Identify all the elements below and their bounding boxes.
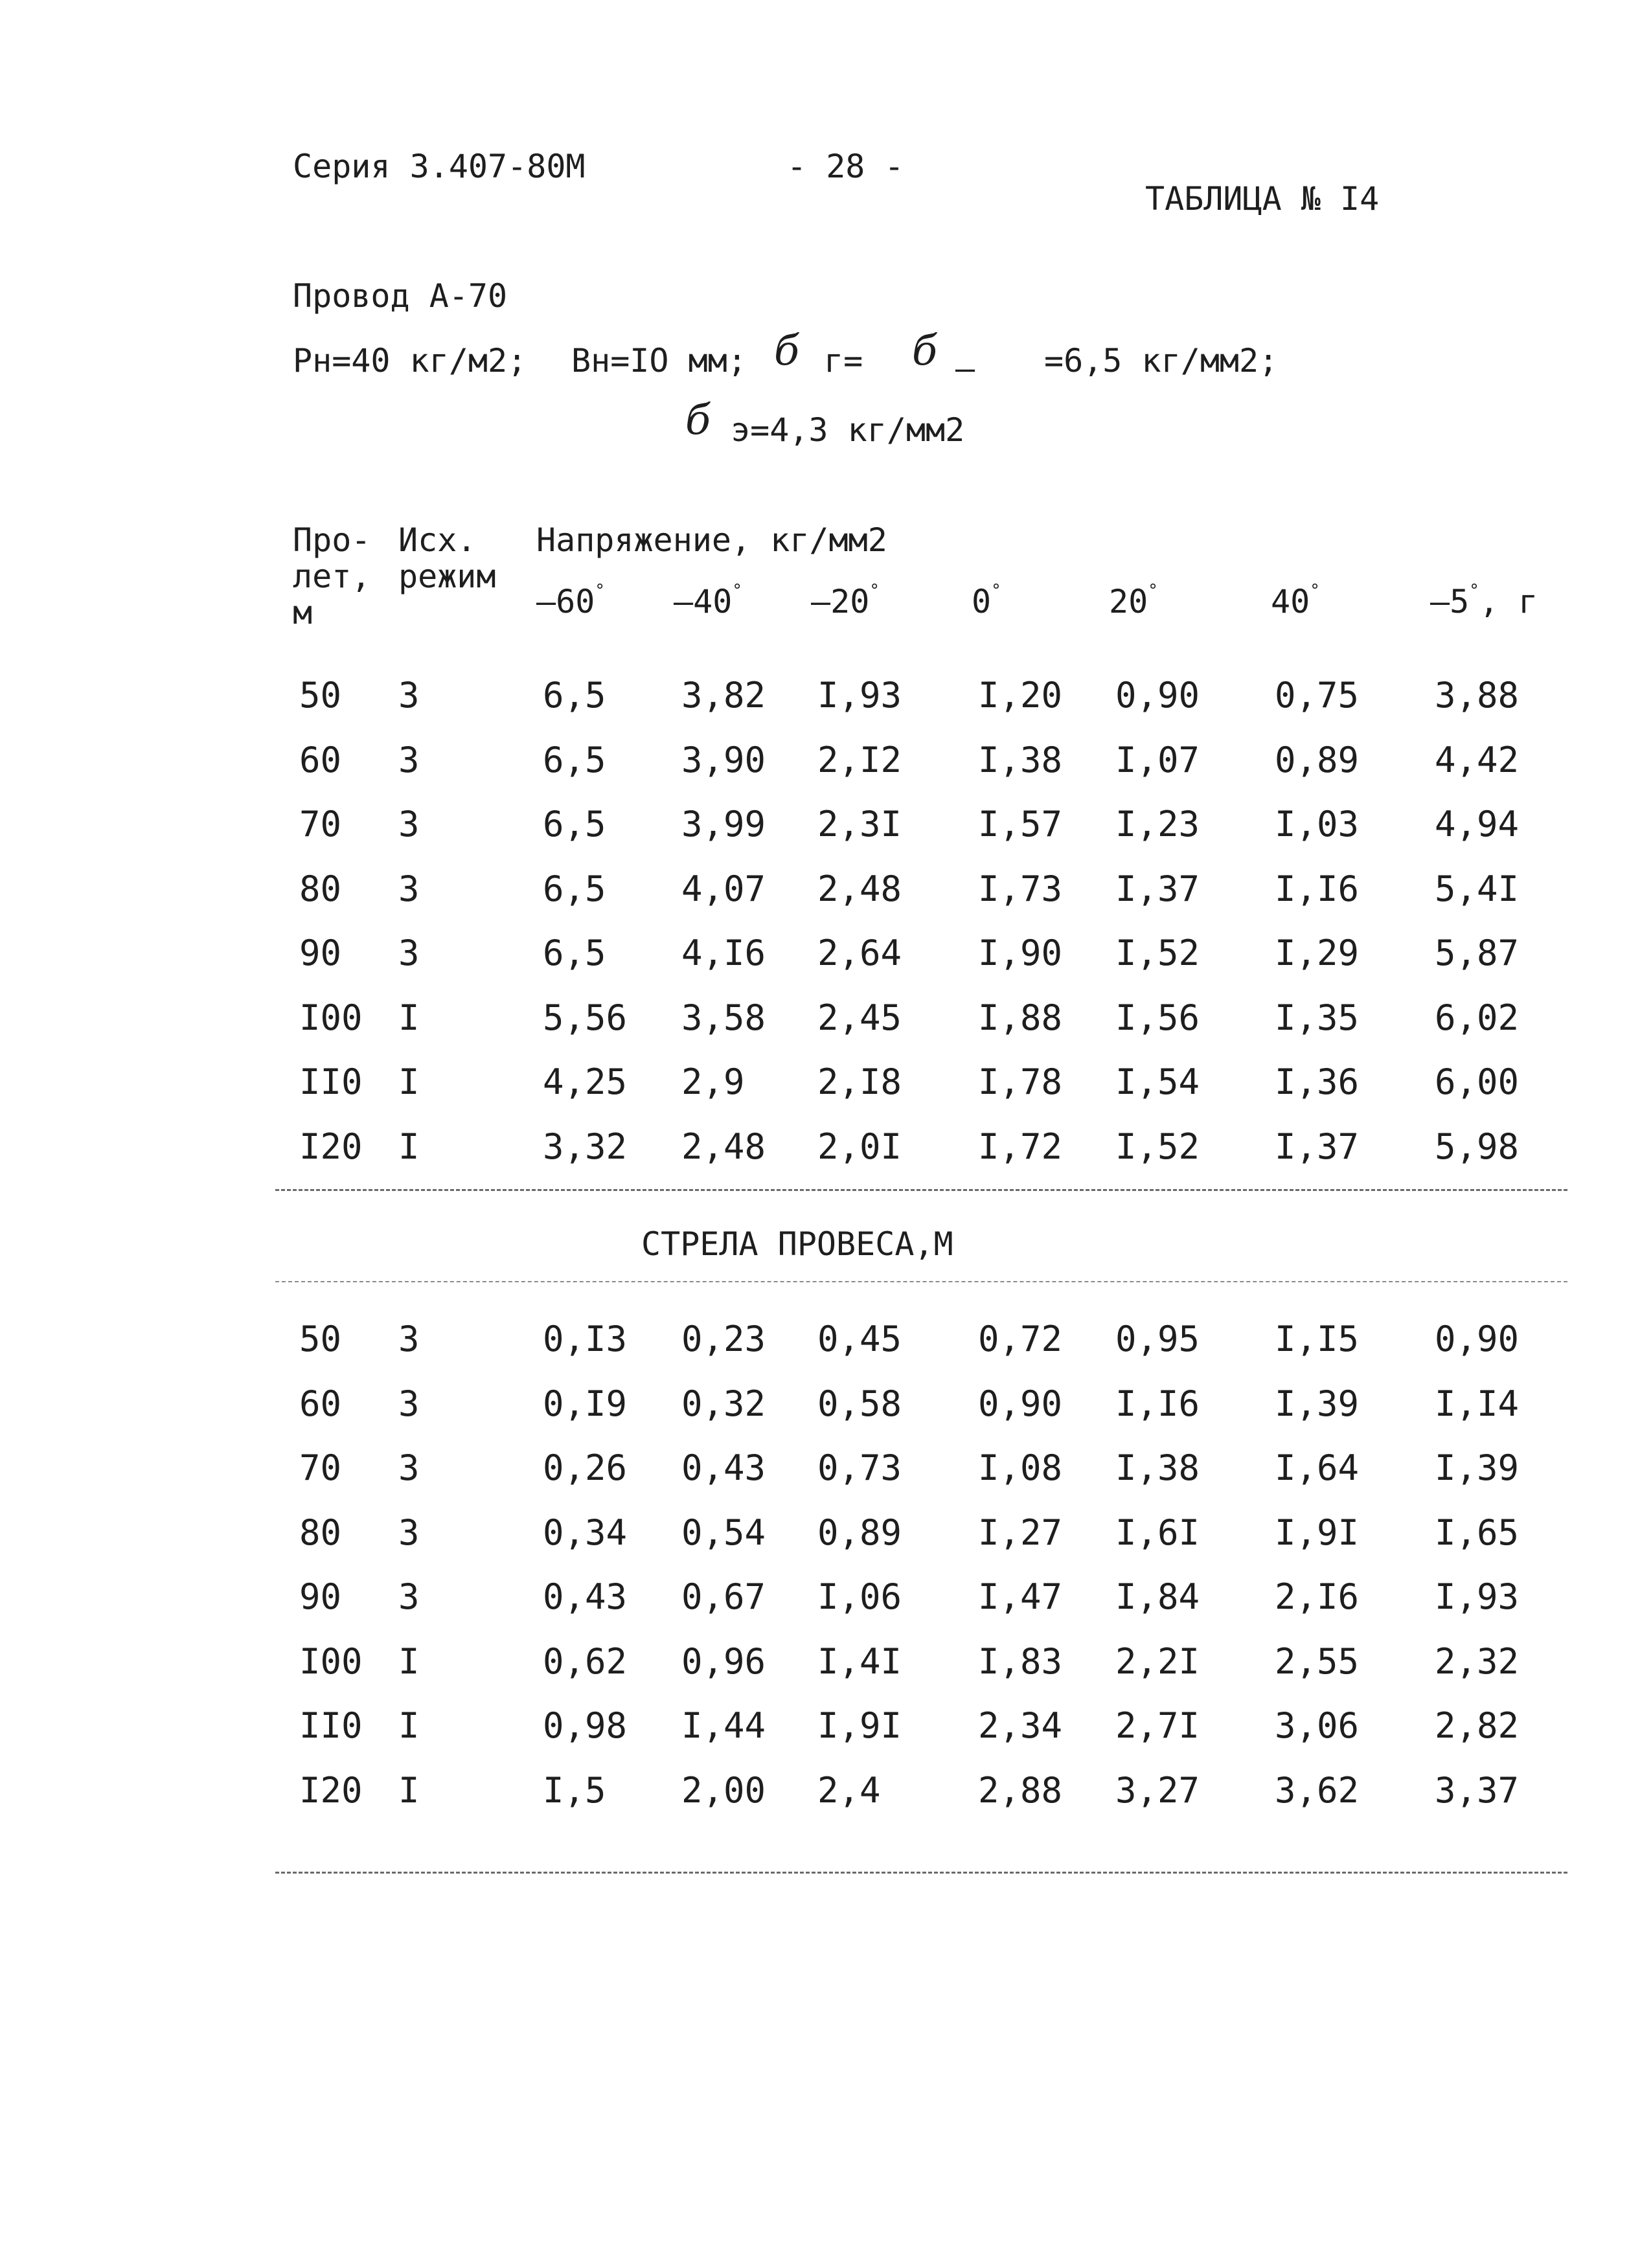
sag-cell: 0,62 xyxy=(543,1640,628,1682)
sag-cell: 2,7I xyxy=(1115,1705,1200,1746)
sag-cell: 0,43 xyxy=(543,1576,628,1617)
sag-table-bottom-rule xyxy=(275,1872,1567,1874)
sag-cell: 0,90 xyxy=(978,1383,1063,1424)
stress-cell: 3,99 xyxy=(681,804,766,845)
stress-cell: I,23 xyxy=(1115,804,1200,845)
sigma-g-label: г= xyxy=(824,342,863,380)
stress-cell: 3,32 xyxy=(543,1126,628,1167)
temp-header-20: 20° xyxy=(1109,581,1158,620)
stress-cell: 2,3I xyxy=(817,804,902,845)
sag-cell: I,84 xyxy=(1115,1576,1200,1617)
sag-cell: I,9I xyxy=(1275,1512,1360,1553)
stress-row-span: 50 xyxy=(299,675,342,716)
sag-cell: I,I4 xyxy=(1435,1383,1520,1424)
stress-cell: 5,98 xyxy=(1435,1126,1520,1167)
sag-cell: I,6I xyxy=(1115,1512,1200,1553)
sag-cell: 0,58 xyxy=(817,1383,902,1424)
sag-row-span: I20 xyxy=(299,1769,363,1811)
temp-header-0: 0° xyxy=(972,581,1001,620)
stress-cell: 6,5 xyxy=(543,933,606,973)
sag-cell: 0,90 xyxy=(1435,1319,1520,1359)
stress-cell: 2,I8 xyxy=(817,1061,902,1102)
wire-type: Провод А-70 xyxy=(293,277,508,315)
series-label: Серия 3.407-80М xyxy=(293,148,586,185)
stress-cell: 2,0I xyxy=(817,1126,902,1167)
sag-cell: 0,73 xyxy=(817,1447,902,1488)
condition-allowed-stress: =6,5 кг/мм2; xyxy=(1044,342,1279,380)
sag-cell: I,08 xyxy=(978,1447,1063,1488)
sag-cell: 2,82 xyxy=(1435,1705,1520,1746)
stress-cell: 2,48 xyxy=(817,868,902,909)
stress-cell: I,37 xyxy=(1275,1126,1360,1167)
sag-cell: 0,26 xyxy=(543,1447,628,1488)
sag-cell: 0,98 xyxy=(543,1705,628,1746)
sag-cell: 0,34 xyxy=(543,1512,628,1553)
stress-row-regime: I xyxy=(398,997,420,1038)
column-header-stress: Напряжение, кг/мм2 xyxy=(536,521,887,559)
sag-cell: 2,88 xyxy=(978,1769,1063,1811)
stress-cell: I,52 xyxy=(1115,933,1200,973)
stress-cell: I,37 xyxy=(1115,868,1200,909)
stress-cell: 4,94 xyxy=(1435,804,1520,845)
temp-header-minus60: –60° xyxy=(536,581,605,620)
sag-row-span: 50 xyxy=(299,1319,342,1359)
stress-cell: 6,00 xyxy=(1435,1061,1520,1102)
sag-cell: 0,54 xyxy=(681,1512,766,1553)
sag-cell: 3,37 xyxy=(1435,1769,1520,1811)
temp-header-minus20: –20° xyxy=(811,581,880,620)
sag-row-regime: 3 xyxy=(398,1512,420,1553)
stress-cell: 6,5 xyxy=(543,739,606,780)
sigma-g-symbol: б xyxy=(774,327,800,375)
table-label: ТАБЛИЦА № I4 xyxy=(1145,180,1380,218)
stress-cell: 5,4I xyxy=(1435,868,1520,909)
stress-cell: 6,02 xyxy=(1435,997,1520,1038)
sag-section-title: СТРЕЛА ПРОВЕСА,М xyxy=(641,1225,953,1263)
condition-wind-pressure: Рн=40 кг/м2; xyxy=(293,342,527,380)
stress-cell: 2,45 xyxy=(817,997,902,1038)
stress-row-regime: I xyxy=(398,1126,420,1167)
stress-cell: 5,56 xyxy=(543,997,628,1038)
sag-cell: 0,95 xyxy=(1115,1319,1200,1359)
sag-row-span: 60 xyxy=(299,1383,342,1424)
sag-cell: I,83 xyxy=(978,1640,1063,1682)
stress-cell: I,73 xyxy=(978,868,1063,909)
sag-row-regime: 3 xyxy=(398,1576,420,1617)
stress-row-regime: 3 xyxy=(398,933,420,973)
stress-cell: 2,48 xyxy=(681,1126,766,1167)
stress-cell: I,52 xyxy=(1115,1126,1200,1167)
stress-cell: 3,58 xyxy=(681,997,766,1038)
sag-row-regime: I xyxy=(398,1769,420,1811)
stress-cell: I,36 xyxy=(1275,1061,1360,1102)
sag-cell: 0,45 xyxy=(817,1319,902,1359)
stress-cell: 3,88 xyxy=(1435,675,1520,716)
stress-cell: 2,I2 xyxy=(817,739,902,780)
stress-cell: I,56 xyxy=(1115,997,1200,1038)
stress-cell: I,07 xyxy=(1115,739,1200,780)
sag-cell: 0,72 xyxy=(978,1319,1063,1359)
stress-row-span: I00 xyxy=(299,997,363,1038)
stress-cell: 4,07 xyxy=(681,868,766,909)
sag-row-span: 70 xyxy=(299,1447,342,1488)
column-header-regime: Исх. режим xyxy=(398,521,496,595)
sag-cell: 2,4 xyxy=(817,1769,881,1811)
sag-cell: 0,23 xyxy=(681,1319,766,1359)
stress-row-span: I20 xyxy=(299,1126,363,1167)
sag-cell: I,9I xyxy=(817,1705,902,1746)
sag-cell: 2,34 xyxy=(978,1705,1063,1746)
sag-cell: I,06 xyxy=(817,1576,902,1617)
sag-cell: 0,96 xyxy=(681,1640,766,1682)
stress-cell: 0,89 xyxy=(1275,739,1360,780)
sag-cell: 0,I9 xyxy=(543,1383,628,1424)
stress-cell: I,35 xyxy=(1275,997,1360,1038)
stress-cell: I,72 xyxy=(978,1126,1063,1167)
stress-cell: I,78 xyxy=(978,1061,1063,1102)
sag-cell: I,I5 xyxy=(1275,1319,1360,1359)
stress-cell: I,54 xyxy=(1115,1061,1200,1102)
stress-cell: I,57 xyxy=(978,804,1063,845)
stress-cell: I,29 xyxy=(1275,933,1360,973)
condition-ice-thickness: Вн=IO мм; xyxy=(571,342,747,380)
stress-cell: 6,5 xyxy=(543,868,606,909)
column-header-span: Про- лет, м xyxy=(293,521,371,631)
sag-cell: I,5 xyxy=(543,1769,606,1811)
stress-row-regime: 3 xyxy=(398,868,420,909)
temp-header-40: 40° xyxy=(1271,581,1320,620)
stress-row-regime: I xyxy=(398,1061,420,1102)
sag-row-regime: I xyxy=(398,1705,420,1746)
stress-cell: 4,25 xyxy=(543,1061,628,1102)
stress-cell: I,38 xyxy=(978,739,1063,780)
sag-cell: I,65 xyxy=(1435,1512,1520,1553)
sag-cell: 0,43 xyxy=(681,1447,766,1488)
stress-cell: 6,5 xyxy=(543,675,606,716)
stress-row-span: 80 xyxy=(299,868,342,909)
sag-cell: 2,00 xyxy=(681,1769,766,1811)
stress-cell: I,93 xyxy=(817,675,902,716)
stress-table-bottom-rule xyxy=(275,1189,1567,1191)
stress-row-regime: 3 xyxy=(398,739,420,780)
sag-row-regime: 3 xyxy=(398,1383,420,1424)
stress-cell: I,03 xyxy=(1275,804,1360,845)
sag-cell: I,93 xyxy=(1435,1576,1520,1617)
stress-cell: I,I6 xyxy=(1275,868,1360,909)
stress-row-span: 60 xyxy=(299,739,342,780)
sag-cell: I,I6 xyxy=(1115,1383,1200,1424)
stress-row-regime: 3 xyxy=(398,675,420,716)
stress-cell: 0,90 xyxy=(1115,675,1200,716)
sag-cell: 0,32 xyxy=(681,1383,766,1424)
sag-cell: I,44 xyxy=(681,1705,766,1746)
sag-table-top-rule xyxy=(275,1281,1567,1282)
stress-row-span: II0 xyxy=(299,1061,363,1102)
stress-cell: I,90 xyxy=(978,933,1063,973)
sigma-minus-label: – xyxy=(955,350,975,387)
sag-cell: I,39 xyxy=(1275,1383,1360,1424)
stress-cell: 6,5 xyxy=(543,804,606,845)
temp-header-minus40: –40° xyxy=(674,581,742,620)
sag-cell: I,39 xyxy=(1435,1447,1520,1488)
stress-cell: I,20 xyxy=(978,675,1063,716)
page-number: - 28 - xyxy=(787,148,904,185)
stress-cell: 2,64 xyxy=(817,933,902,973)
stress-cell: 4,42 xyxy=(1435,739,1520,780)
sag-cell: 0,I3 xyxy=(543,1319,628,1359)
stress-row-span: 90 xyxy=(299,933,342,973)
stress-cell: I,88 xyxy=(978,997,1063,1038)
sag-cell: 3,06 xyxy=(1275,1705,1360,1746)
sag-row-span: II0 xyxy=(299,1705,363,1746)
stress-row-regime: 3 xyxy=(398,804,420,845)
temp-header-minus5-ice: –5°, г xyxy=(1430,581,1538,620)
sag-row-span: 90 xyxy=(299,1576,342,1617)
stress-cell: 0,75 xyxy=(1275,675,1360,716)
sag-row-span: I00 xyxy=(299,1640,363,1682)
sigma-minus-symbol: б xyxy=(912,327,938,375)
sag-cell: 0,67 xyxy=(681,1576,766,1617)
sag-cell: 2,55 xyxy=(1275,1640,1360,1682)
stress-row-span: 70 xyxy=(299,804,342,845)
sag-cell: 2,I6 xyxy=(1275,1576,1360,1617)
stress-cell: 2,9 xyxy=(681,1061,745,1102)
sag-row-regime: 3 xyxy=(398,1319,420,1359)
sag-cell: 2,2I xyxy=(1115,1640,1200,1682)
sag-cell: I,4I xyxy=(817,1640,902,1682)
sag-cell: 2,32 xyxy=(1435,1640,1520,1682)
stress-cell: 5,87 xyxy=(1435,933,1520,973)
stress-cell: 3,90 xyxy=(681,739,766,780)
sag-cell: I,64 xyxy=(1275,1447,1360,1488)
sag-row-span: 80 xyxy=(299,1512,342,1553)
sag-cell: 0,89 xyxy=(817,1512,902,1553)
stress-cell: 3,82 xyxy=(681,675,766,716)
sag-cell: I,27 xyxy=(978,1512,1063,1553)
sag-cell: 3,62 xyxy=(1275,1769,1360,1811)
sag-cell: I,38 xyxy=(1115,1447,1200,1488)
sag-row-regime: I xyxy=(398,1640,420,1682)
sag-cell: 3,27 xyxy=(1115,1769,1200,1811)
condition-sigma-e: э=4,3 кг/мм2 xyxy=(731,411,965,449)
sag-row-regime: 3 xyxy=(398,1447,420,1488)
sigma-e-symbol: б xyxy=(685,396,711,444)
stress-cell: 4,I6 xyxy=(681,933,766,973)
sag-cell: I,47 xyxy=(978,1576,1063,1617)
